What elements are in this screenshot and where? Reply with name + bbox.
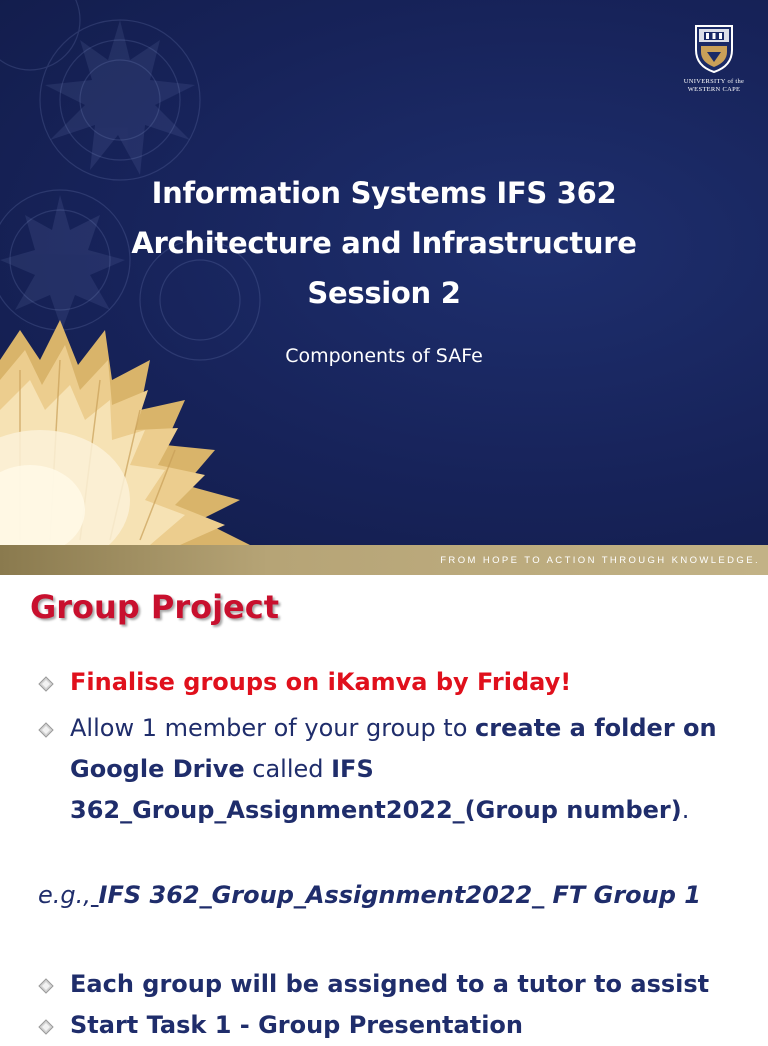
diamond-bullet-icon: [38, 722, 54, 738]
bullet-create-folder: [38, 708, 758, 831]
text-plain: called: [244, 755, 332, 783]
title-line-2: Architecture and Infrastructure: [131, 226, 637, 260]
slide-title: [84, 168, 684, 318]
example-underline: [91, 881, 99, 909]
logo-text-line1: UNIVERSITY of the: [683, 78, 745, 85]
tagline-bar: [0, 545, 768, 575]
bullet-start-task: [38, 1005, 758, 1046]
text-bold: create a folder on Google Drive: [70, 714, 717, 783]
university-tagline: FROM HOPE TO ACTION THROUGH KNOWLEDGE.: [440, 555, 760, 566]
diamond-bullet-icon: [38, 978, 54, 994]
title-line-3: Session 2: [307, 276, 461, 310]
logo-text-line2: WESTERN CAPE: [687, 86, 741, 93]
logo-wordmark: [684, 78, 744, 94]
diamond-bullet-icon: [38, 1019, 54, 1035]
title-line-1: Information Systems IFS 362: [151, 176, 617, 210]
text-plain: Allow 1 member of your group to: [70, 714, 476, 742]
section-heading: Group Project: [30, 588, 280, 626]
example-prefix: e.g.,: [38, 881, 91, 909]
bullet-tutor-assigned: [38, 964, 758, 1005]
bullet-text: Start Task 1 - Group Presentation: [70, 1011, 523, 1039]
university-logo: [682, 22, 746, 108]
bullet-text: [70, 708, 758, 831]
example-folder-name: IFS 362_Group_Assignment2022_ FT Group 1: [98, 881, 701, 909]
bullet-text: Each group will be assigned to a tutor to assist: [70, 970, 710, 998]
text-plain: .: [681, 796, 690, 824]
bullet-finalise-groups: [38, 662, 758, 703]
folder-name-example: [38, 875, 738, 916]
slide-subtitle: Components of SAFe: [285, 345, 483, 367]
content-slide: [0, 575, 768, 1039]
diamond-bullet-icon: [38, 676, 54, 692]
crest-icon: [693, 22, 735, 74]
bullet-text: Finalise groups on iKamva by Friday!: [70, 668, 572, 696]
text-bold: IFS 362_Group_Assignment2022_(Group number): [70, 755, 682, 824]
